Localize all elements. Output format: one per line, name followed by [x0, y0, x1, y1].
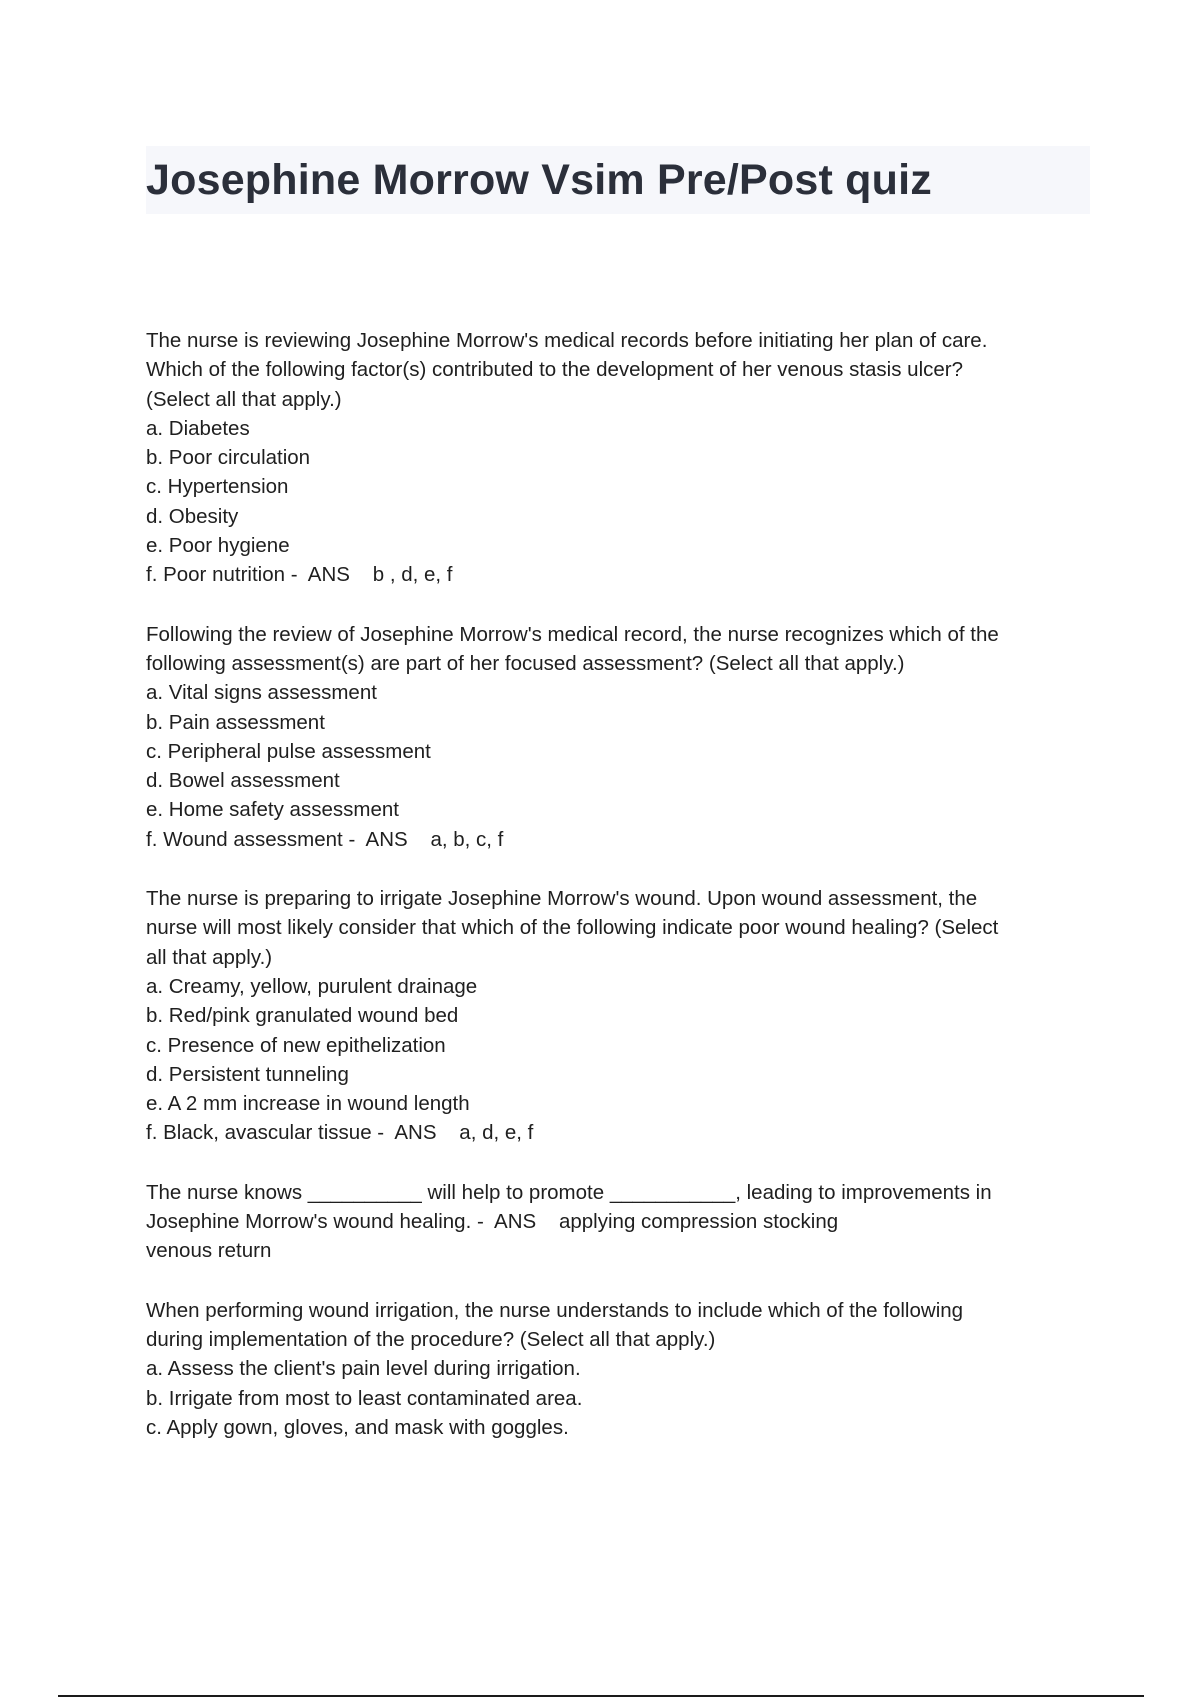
question-stem-line: The nurse knows __________ will help to promote ___________, leading to improvements in	[146, 1180, 992, 1204]
question-stem-line: all that apply.)	[146, 945, 273, 969]
question-stem-line: Which of the following factor(s) contributed to the development of her venous stasis ulcer?	[146, 358, 964, 382]
answer-option: c. Apply gown, gloves, and mask with goggles.	[146, 1415, 569, 1439]
answer-option: a. Vital signs assessment	[146, 681, 377, 705]
answer-option: e. Poor hygiene	[146, 534, 290, 558]
answer-option: b. Poor circulation	[146, 446, 311, 470]
answer-option-with-key: f. Poor nutrition - ANS b , d, e, f	[146, 563, 453, 587]
question-1	[146, 326, 1086, 590]
question-stem-line: (Select all that apply.)	[146, 387, 342, 411]
question-5	[146, 1296, 1086, 1442]
answer-option: d. Bowel assessment	[146, 769, 340, 793]
answer-option: c. Hypertension	[146, 475, 289, 499]
answer-option: c. Presence of new epithelization	[146, 1033, 446, 1057]
page-bottom-rule	[58, 1695, 1144, 1697]
answer-option: a. Creamy, yellow, purulent drainage	[146, 974, 478, 998]
question-stem-line: during implementation of the procedure? (Select all that apply.)	[146, 1327, 716, 1351]
answer-option: c. Peripheral pulse assessment	[146, 739, 431, 763]
answer-option: a. Assess the client's pain level during irrigation.	[146, 1357, 581, 1381]
answer-option: b. Red/pink granulated wound bed	[146, 1004, 459, 1028]
question-4	[146, 1178, 1086, 1266]
answer-option: e. A 2 mm increase in wound length	[146, 1092, 470, 1116]
question-stem-line: Following the review of Josephine Morrow's medical record, the nurse recognizes which of the	[146, 622, 999, 646]
question-stem-line: The nurse is reviewing Josephine Morrow's medical records before initiating her plan of care.	[146, 329, 988, 352]
answer-option-with-key: f. Black, avascular tissue - ANS a, d, e, f	[146, 1121, 534, 1145]
document-title: Josephine Morrow Vsim Pre/Post quiz	[146, 156, 932, 204]
question-stem-line: following assessment(s) are part of her focused assessment? (Select all that apply.)	[146, 651, 905, 675]
answer-option: d. Persistent tunneling	[146, 1062, 349, 1086]
answer-option: b. Pain assessment	[146, 710, 325, 734]
question-stem-line: When performing wound irrigation, the nurse understands to include which of the following	[146, 1298, 964, 1322]
answer-key-continuation: venous return	[146, 1239, 272, 1263]
quiz-content	[146, 326, 1086, 1472]
question-stem-line: nurse will most likely consider that which of the following indicate poor wound healing? (Select	[146, 916, 999, 940]
answer-option-with-key: f. Wound assessment - ANS a, b, c, f	[146, 827, 504, 851]
question-stem-line-with-key: Josephine Morrow's wound healing. - ANS applying compression stocking	[146, 1210, 839, 1234]
question-2	[146, 620, 1086, 854]
answer-option: d. Obesity	[146, 504, 239, 528]
question-stem-line: The nurse is preparing to irrigate Josephine Morrow's wound. Upon wound assessment, the	[146, 887, 978, 911]
answer-option: e. Home safety assessment	[146, 798, 399, 822]
answer-option: a. Diabetes	[146, 416, 250, 440]
answer-option: b. Irrigate from most to least contaminated area.	[146, 1386, 583, 1410]
question-3	[146, 884, 1086, 1148]
